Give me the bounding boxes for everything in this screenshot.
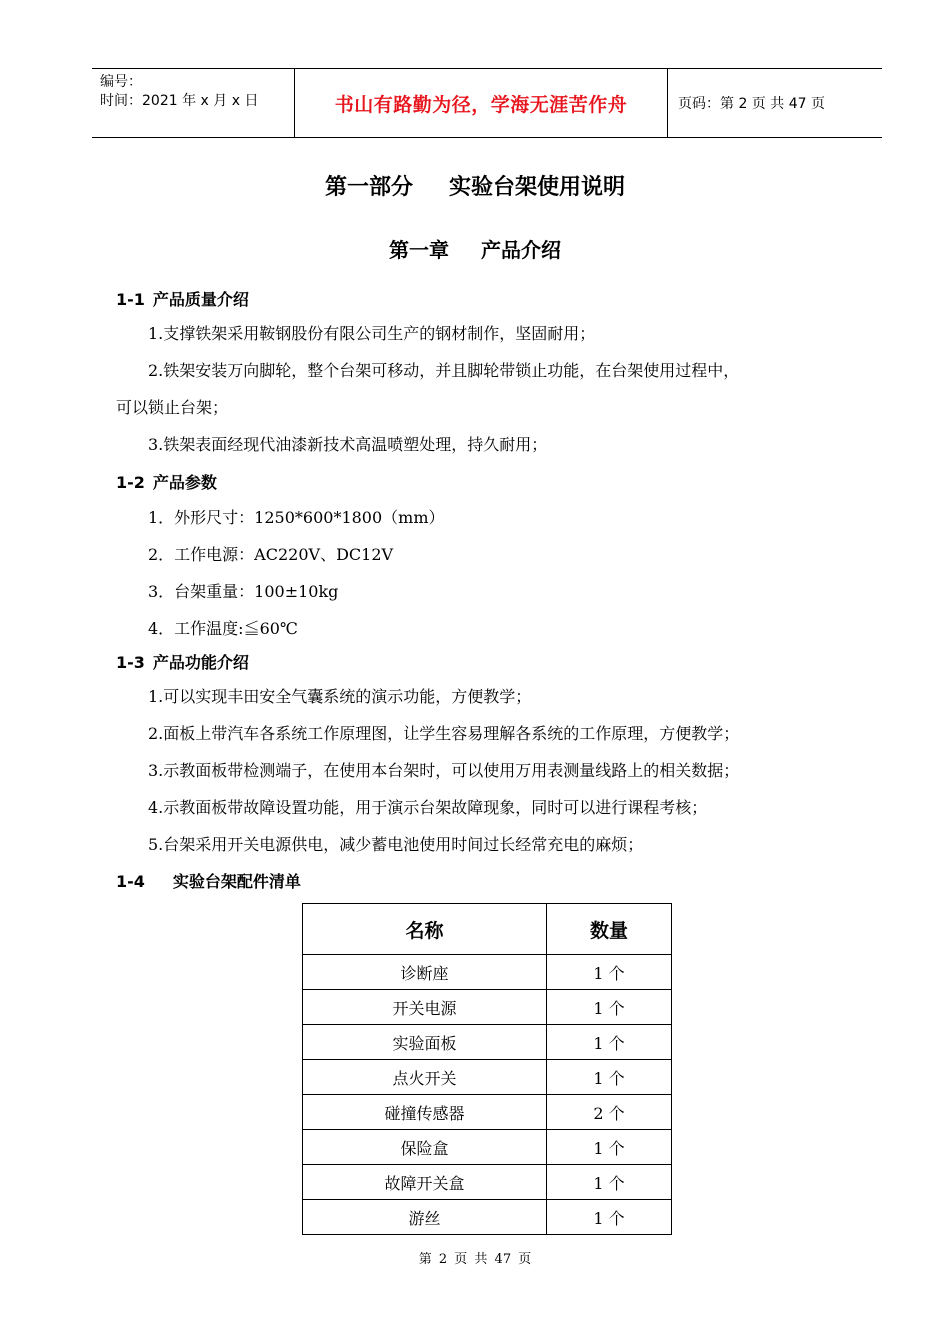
section-heading-1-3 bbox=[116, 650, 249, 673]
part-quantity: 1 个 bbox=[547, 990, 672, 1025]
chapter-number: 第一章 bbox=[389, 238, 449, 262]
list-item: 3.示教面板带检测端子，在使用本台架时，可以使用万用表测量线路上的相关数据； bbox=[148, 761, 740, 780]
chapter-text: 产品介绍 bbox=[481, 238, 561, 262]
part-name: 点火开关 bbox=[303, 1060, 547, 1095]
part-quantity: 1 个 bbox=[547, 1025, 672, 1060]
part-quantity: 1 个 bbox=[547, 1060, 672, 1095]
part-name: 诊断座 bbox=[303, 955, 547, 990]
part-text: 实验台架使用说明 bbox=[449, 175, 626, 200]
page-footer: 第 2 页 共 47 页 bbox=[418, 1252, 532, 1267]
part-name: 保险盒 bbox=[303, 1130, 547, 1165]
section-title: 实验台架配件清单 bbox=[172, 872, 301, 891]
section-body-1-3 bbox=[116, 678, 856, 863]
section-number: 1-1 bbox=[116, 290, 145, 309]
list-item: 3．台架重量：100±10kg bbox=[148, 582, 339, 601]
list-item: 可以锁止台架； bbox=[116, 398, 229, 417]
code-label: 编号： bbox=[100, 74, 142, 90]
time-label: 时间：2021 年 x 月 x 日 bbox=[100, 93, 259, 109]
table-row bbox=[303, 1095, 672, 1130]
table-row bbox=[303, 955, 672, 990]
part-name: 开关电源 bbox=[303, 990, 547, 1025]
chapter-title bbox=[0, 234, 950, 263]
header-page-info: 页码：第 2 页 共 47 页 bbox=[678, 96, 825, 112]
list-item: 4.示教面板带故障设置功能，用于演示台架故障现象，同时可以进行课程考核； bbox=[148, 798, 708, 817]
table-row bbox=[303, 1165, 672, 1200]
table-row bbox=[303, 1130, 672, 1165]
list-item: 1.可以实现丰田安全气囊系统的演示功能，方便教学； bbox=[148, 687, 532, 706]
list-item: 1．外形尺寸：1250*600*1800（mm） bbox=[148, 508, 445, 527]
section-title: 产品参数 bbox=[152, 473, 217, 492]
list-item: 4．工作温度:≦60℃ bbox=[148, 619, 298, 638]
table-row bbox=[303, 1060, 672, 1095]
table-row bbox=[303, 990, 672, 1025]
section-title: 产品质量介绍 bbox=[152, 290, 249, 309]
list-item: 2.铁架安装万向脚轮，整个台架可移动，并且脚轮带锁止功能，在台架使用过程中， bbox=[148, 361, 740, 380]
section-body-1-2 bbox=[116, 499, 856, 647]
list-item: 3.铁架表面经现代油漆新技术高温喷塑处理，持久耐用； bbox=[148, 435, 548, 454]
table-header-row bbox=[303, 904, 672, 955]
list-item: 1.支撑铁架采用鞍钢股份有限公司生产的钢材制作，坚固耐用； bbox=[148, 324, 596, 343]
part-name: 碰撞传感器 bbox=[303, 1095, 547, 1130]
section-number: 1-4 bbox=[116, 872, 145, 891]
list-item: 5.台架采用开关电源供电，减少蓄电池使用时间过长经常充电的麻烦； bbox=[148, 835, 644, 854]
section-heading-1-1 bbox=[116, 287, 249, 310]
header-meta bbox=[92, 69, 294, 137]
section-number: 1-2 bbox=[116, 473, 145, 492]
table-row bbox=[303, 1025, 672, 1060]
section-number: 1-3 bbox=[116, 653, 145, 672]
part-title bbox=[0, 170, 950, 201]
part-number: 第一部分 bbox=[324, 175, 413, 200]
part-quantity: 1 个 bbox=[547, 1165, 672, 1200]
parts-table bbox=[302, 903, 672, 1235]
part-quantity: 1 个 bbox=[547, 1200, 672, 1235]
column-header-quantity: 数量 bbox=[547, 904, 672, 955]
list-item: 2．工作电源：AC220V、DC12V bbox=[148, 545, 394, 564]
section-title: 产品功能介绍 bbox=[152, 653, 249, 672]
part-quantity: 1 个 bbox=[547, 1130, 672, 1165]
part-quantity: 2 个 bbox=[547, 1095, 672, 1130]
part-quantity: 1 个 bbox=[547, 955, 672, 990]
part-name: 游丝 bbox=[303, 1200, 547, 1235]
table-row bbox=[303, 1200, 672, 1235]
part-name: 实验面板 bbox=[303, 1025, 547, 1060]
header-motto-cell bbox=[294, 69, 668, 137]
part-name: 故障开关盒 bbox=[303, 1165, 547, 1200]
page-header bbox=[92, 68, 882, 138]
list-item: 2.面板上带汽车各系统工作原理图，让学生容易理解各系统的工作原理，方便教学； bbox=[148, 724, 740, 743]
section-body-1-1 bbox=[116, 315, 856, 463]
column-header-name: 名称 bbox=[303, 904, 547, 955]
motto: 书山有路勤为径，学海无涯苦作舟 bbox=[334, 93, 628, 116]
section-heading-1-4 bbox=[116, 869, 301, 892]
section-heading-1-2 bbox=[116, 470, 217, 493]
